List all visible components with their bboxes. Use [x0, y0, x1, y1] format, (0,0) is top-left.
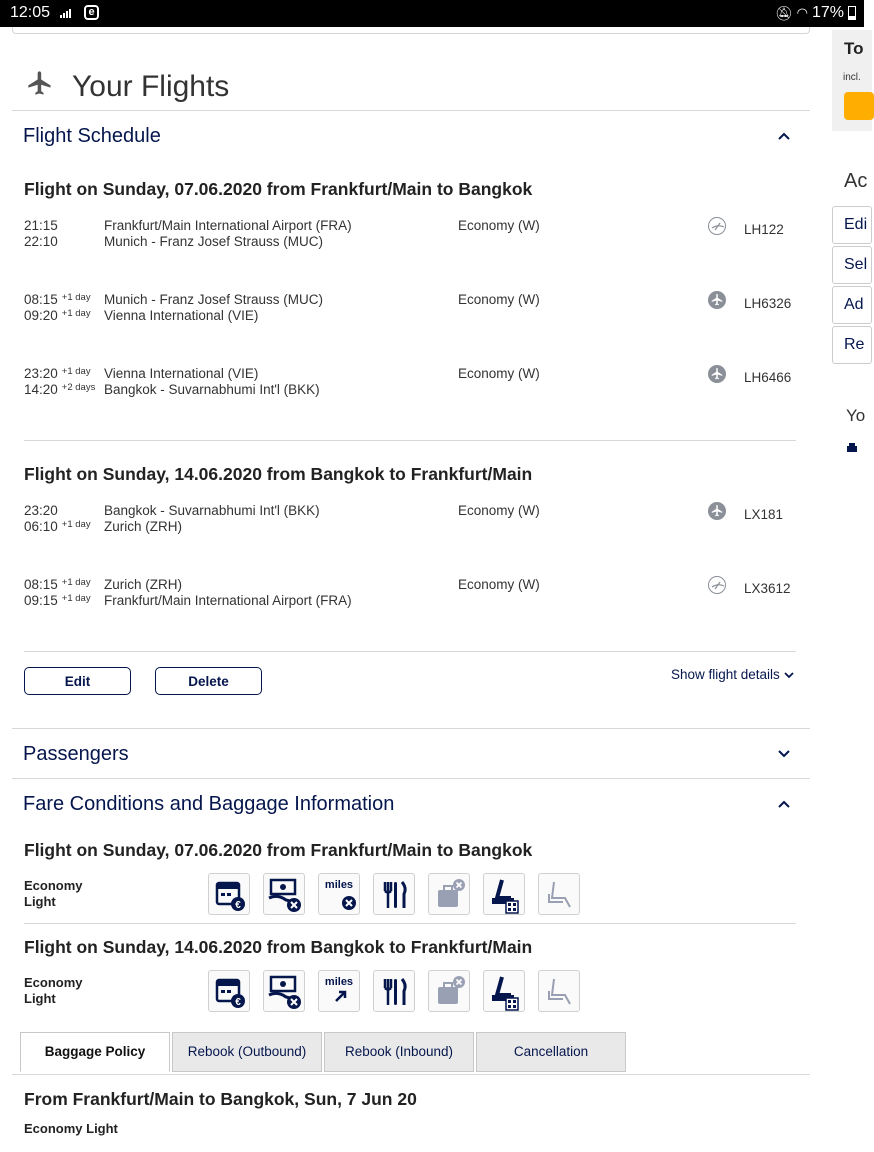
cabin-class: Economy (W): [458, 577, 540, 592]
airline-logo-icon: [708, 576, 726, 594]
tab-rebook-inbound[interactable]: Rebook (Inbound): [324, 1032, 474, 1072]
flight-schedule-header[interactable]: Flight Schedule: [23, 125, 161, 147]
tab-cancellation[interactable]: Cancellation: [476, 1032, 626, 1072]
page-title: Your Flights: [72, 70, 230, 103]
no-refund-icon[interactable]: [263, 970, 305, 1012]
tab-baggage-policy[interactable]: Baggage Policy: [20, 1032, 170, 1072]
cabin-class: Economy (W): [458, 503, 540, 518]
departure-airport: Vienna International (VIE): [104, 366, 259, 381]
divider: [12, 110, 810, 111]
flight-number: LH6326: [744, 296, 792, 311]
departure-time: 08:15 $^{+1 day}$: [24, 292, 91, 307]
total-price-card: [832, 30, 872, 131]
cabin-class: Economy (W): [458, 366, 540, 381]
fare-inbound-heading: Flight on Sunday, 14.06.2020 from Bangkok to Frankfurt/Main: [24, 937, 533, 957]
meal-icon[interactable]: [373, 873, 415, 915]
flight-segment: [24, 577, 796, 617]
sidebar-button-re[interactable]: Re: [832, 326, 872, 364]
sidebar-button-add[interactable]: Ad: [832, 286, 872, 324]
divider: [12, 778, 810, 779]
upgrade-icon[interactable]: [538, 873, 580, 915]
fare-line-2: Light: [24, 894, 56, 909]
divider: [24, 651, 796, 652]
fare-line-1: Economy: [24, 975, 83, 990]
fare-line-2: Light: [24, 991, 56, 1006]
incl-label: incl.: [843, 72, 861, 83]
arrival-airport: Vienna International (VIE): [104, 308, 259, 323]
outbound-flight-heading: Flight on Sunday, 07.06.2020 from Frankfurt/Main to Bangkok: [24, 179, 533, 199]
arrival-airport: Munich - Franz Josef Strauss (MUC): [104, 234, 324, 249]
printer-icon[interactable]: [846, 443, 858, 453]
signal-icon: [60, 8, 74, 18]
continue-button[interactable]: [844, 92, 874, 120]
miles-icon[interactable]: [318, 873, 360, 915]
departure-airport: Zurich (ZRH): [104, 577, 182, 592]
chevron-up-icon[interactable]: [777, 131, 791, 141]
departure-time: 08:15 $^{+1 day}$: [24, 577, 91, 592]
arrival-airport: Bangkok - Suvarnabhumi Int'l (BKK): [104, 382, 320, 397]
fare-conditions-header[interactable]: Fare Conditions and Baggage Information: [23, 793, 395, 815]
status-bar: [0, 0, 864, 27]
inbound-flight-heading: Flight on Sunday, 14.06.2020 from Bangkok to Frankfurt/Main: [24, 464, 533, 484]
flight-number: LH122: [744, 222, 784, 237]
flight-segment: [24, 218, 796, 258]
chevron-down-icon: [784, 671, 794, 679]
sidebar-button-select[interactable]: Sel: [832, 246, 872, 284]
flight-number: LH6466: [744, 370, 792, 385]
baggage-fare-name: Economy Light: [24, 1121, 118, 1136]
day-offset: +1 day: [61, 519, 91, 530]
seat-reservation-icon[interactable]: [483, 970, 525, 1012]
day-offset: +2 days: [61, 382, 96, 393]
delete-button[interactable]: Delete: [155, 667, 262, 695]
airplane-icon: [26, 68, 54, 98]
flight-number: LX181: [744, 507, 784, 522]
miles-label: miles: [324, 879, 354, 891]
baggage-route-title: From Frankfurt/Main to Bangkok, Sun, 7 Jun 20: [24, 1089, 417, 1109]
show-flight-details-label: Show flight details: [671, 667, 780, 682]
svg-text:€: €: [235, 900, 241, 911]
tab-rebook-outbound[interactable]: Rebook (Outbound): [172, 1032, 322, 1072]
flight-segment: [24, 366, 796, 406]
day-offset: +1 day: [61, 366, 91, 377]
departure-airport: Frankfurt/Main International Airport (FRA): [104, 218, 352, 233]
battery-percent: 17%: [811, 4, 844, 21]
flight-number: LX3612: [744, 581, 791, 596]
arrival-airport: Zurich (ZRH): [104, 519, 182, 534]
passengers-header[interactable]: Passengers: [23, 743, 129, 765]
edit-button[interactable]: Edit: [24, 667, 131, 695]
miles-icon[interactable]: [318, 970, 360, 1012]
total-label: To: [844, 39, 864, 58]
seat-reservation-icon[interactable]: [483, 873, 525, 915]
sidebar-button-edit[interactable]: Edi: [832, 206, 872, 244]
clock: 12:05: [10, 4, 51, 21]
sidebar-your-label: Yo: [846, 406, 866, 425]
divider: [24, 440, 796, 441]
sidebar-heading: Ac: [844, 170, 868, 192]
fare-name: [24, 878, 83, 910]
rebooking-fee-icon[interactable]: [208, 970, 250, 1012]
upgrade-icon[interactable]: [538, 970, 580, 1012]
airline-logo-icon: [708, 502, 726, 520]
departure-airport: Bangkok - Suvarnabhumi Int'l (BKK): [104, 503, 320, 518]
svg-text:€: €: [235, 997, 241, 1008]
battery-icon: [848, 6, 856, 20]
cabin-class: Economy (W): [458, 218, 540, 233]
day-offset: +1 day: [61, 292, 91, 303]
checked-baggage-icon[interactable]: [428, 873, 470, 915]
divider: [12, 728, 810, 729]
show-flight-details-link[interactable]: [671, 667, 794, 682]
day-offset: +1 day: [61, 308, 91, 319]
fare-tabs: [20, 1032, 626, 1072]
meal-icon[interactable]: [373, 970, 415, 1012]
flight-segment: [24, 292, 796, 332]
checked-baggage-icon[interactable]: [428, 970, 470, 1012]
arrival-time: 14:20 $^{+2 days}$: [24, 382, 96, 397]
airline-logo-icon: [708, 291, 726, 309]
departure-airport: Munich - Franz Josef Strauss (MUC): [104, 292, 324, 307]
previous-card-edge: [12, 27, 810, 34]
wifi-icon: ◠: [796, 5, 808, 20]
cabin-class: Economy (W): [458, 292, 540, 307]
arrival-time: 06:10 $^{+1 day}$: [24, 519, 91, 534]
airline-logo-icon: [708, 217, 726, 235]
arrival-airport: Frankfurt/Main International Airport (FRA): [104, 593, 352, 608]
day-offset: +1 day: [61, 577, 91, 588]
arrival-time: 09:15 $^{+1 day}$: [24, 593, 91, 608]
airline-logo-icon: [708, 365, 726, 383]
fare-outbound-heading: Flight on Sunday, 07.06.2020 from Frankfurt/Main to Bangkok: [24, 840, 533, 860]
fare-name: [24, 975, 83, 1007]
day-offset: +1 day: [61, 593, 91, 604]
arrival-time: 22:10: [24, 234, 58, 249]
divider: [24, 923, 796, 924]
rebooking-fee-icon[interactable]: [208, 873, 250, 915]
app-notification-icon: e: [84, 5, 99, 20]
miles-label: miles: [324, 976, 354, 988]
chevron-down-icon[interactable]: [777, 749, 791, 759]
chevron-up-icon[interactable]: [777, 799, 791, 809]
flight-segment: [24, 503, 796, 543]
departure-time: 21:15: [24, 218, 58, 233]
divider: [12, 1074, 810, 1075]
departure-time: 23:20: [24, 503, 58, 518]
no-refund-icon[interactable]: [263, 873, 305, 915]
fare-line-1: Economy: [24, 878, 83, 893]
arrival-time: 09:20 $^{+1 day}$: [24, 308, 91, 323]
mute-icon: 🔕︎: [774, 4, 793, 21]
departure-time: 23:20 $^{+1 day}$: [24, 366, 91, 381]
